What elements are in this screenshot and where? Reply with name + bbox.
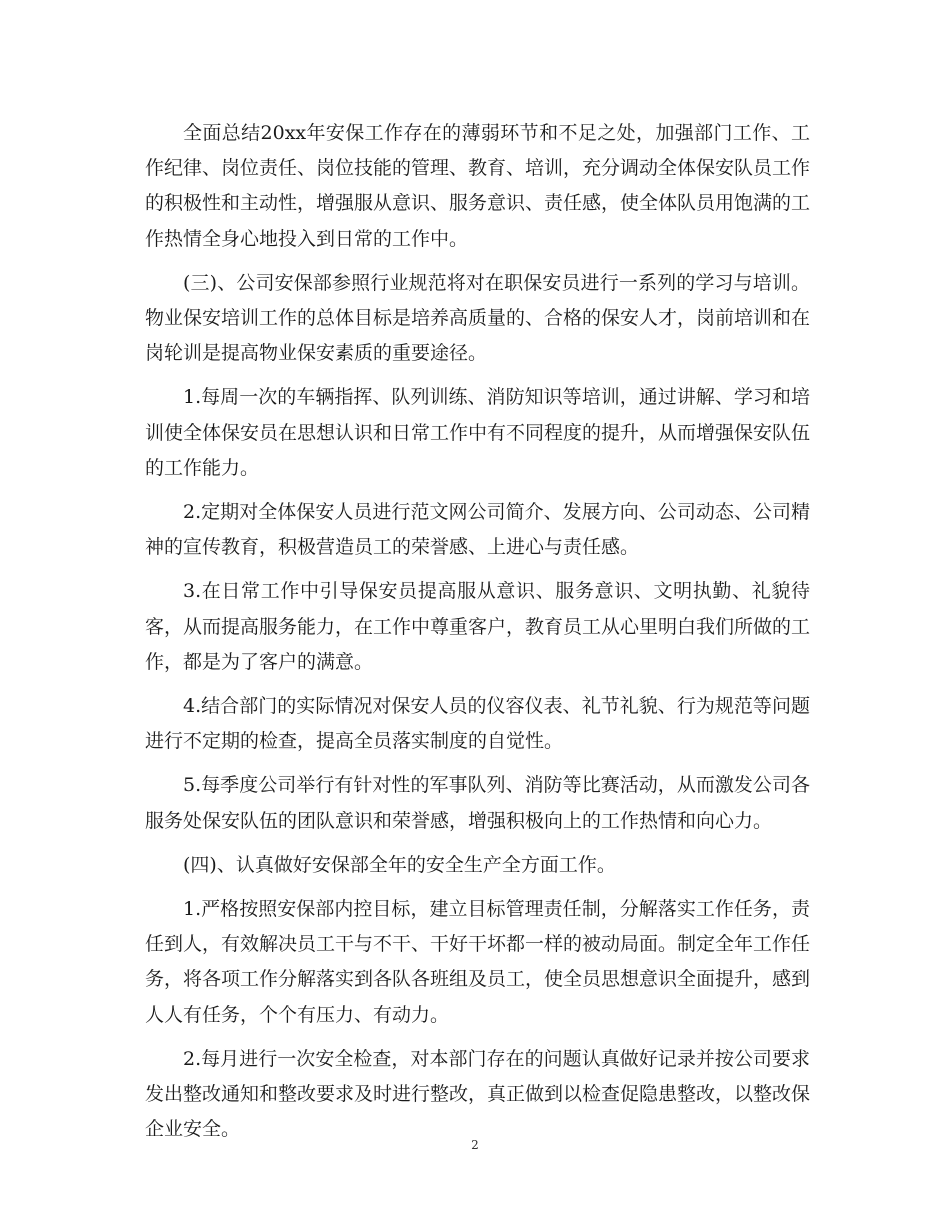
paragraph-section-three: (三)、公司安保部参照行业规范将对在职保安员进行一系列的学习与培训。物业保安培训工作的总体目标是培养高质量的、合格的保安人才，岗前培训和在岗轮训是提高物业保安素质的重要途径。 [145,271,811,365]
paragraph-item-3: 3.在日常工作中引导保安员提高服从意识、服务意识、文明执勤、礼貌待客，从而提高服务能力，在工作中尊重客户，教育员工从心里明白我们所做的工作，都是为了客户的满意。 [145,580,811,673]
paragraph-section-four-item-2: 2.每月进行一次安全检查，对本部门存在的问题认真做好记录并按公司要求发出整改通知和整改要求及时进行整改，真正做到以检查促隐患整改，以整改保企业安全。 [145,1047,811,1141]
paragraph-item-4: 4.结合部门的实际情况对保安人员的仪容仪表、礼节礼貌、行为规范等问题进行不定期的检查，提高全员落实制度的自觉性。 [145,695,810,753]
paragraph-item-5: 5.每季度公司举行有针对性的军事队列、消防等比赛活动，从而激发公司各服务处保安队伍的团队意识和荣誉感，增强积极向上的工作热情和向心力。 [145,774,810,832]
page-number: 2 [471,1138,479,1152]
paragraph-item-1: 1.每周一次的车辆指挥、队列训练、消防知识等培训，通过讲解、学习和培训使全体保安员在思想认识和日常工作中有不同程度的提升，从而增强保安队伍的工作能力。 [145,386,811,479]
paragraph-section-four-item-1: 1.严格按照安保部内控目标，建立目标管理责任制，分解落实工作任务，责任到人，有效解决员工干与不干、干好干坏都一样的被动局面。制定全年工作任务，将各项工作分解落实到各队各班组及员工，使全员思想意识全面提升，感到人人有任务，个个有压力、有动力。 [145,898,811,1026]
paragraph-item-2: 2.定期对全体保安人员进行范文网公司简介、发展方向、公司动态、公司精神的宣传教育，积极营造员工的荣誉感、上进心与责任感。 [145,501,810,559]
paragraph-summary: 全面总结20xx年安保工作存在的薄弱环节和不足之处，加强部门工作、工作纪律、岗位责任、岗位技能的管理、教育、培训，充分调动全体保安队员工作的积极性和主动性，增强服从意识、服务意识、责任感，使全体队员用饱满的工作热情全身心地投入到日常的工作中。 [145,122,811,250]
paragraph-section-four: (四)、认真做好安保部全年的安全生产全方面工作。 [183,853,616,876]
